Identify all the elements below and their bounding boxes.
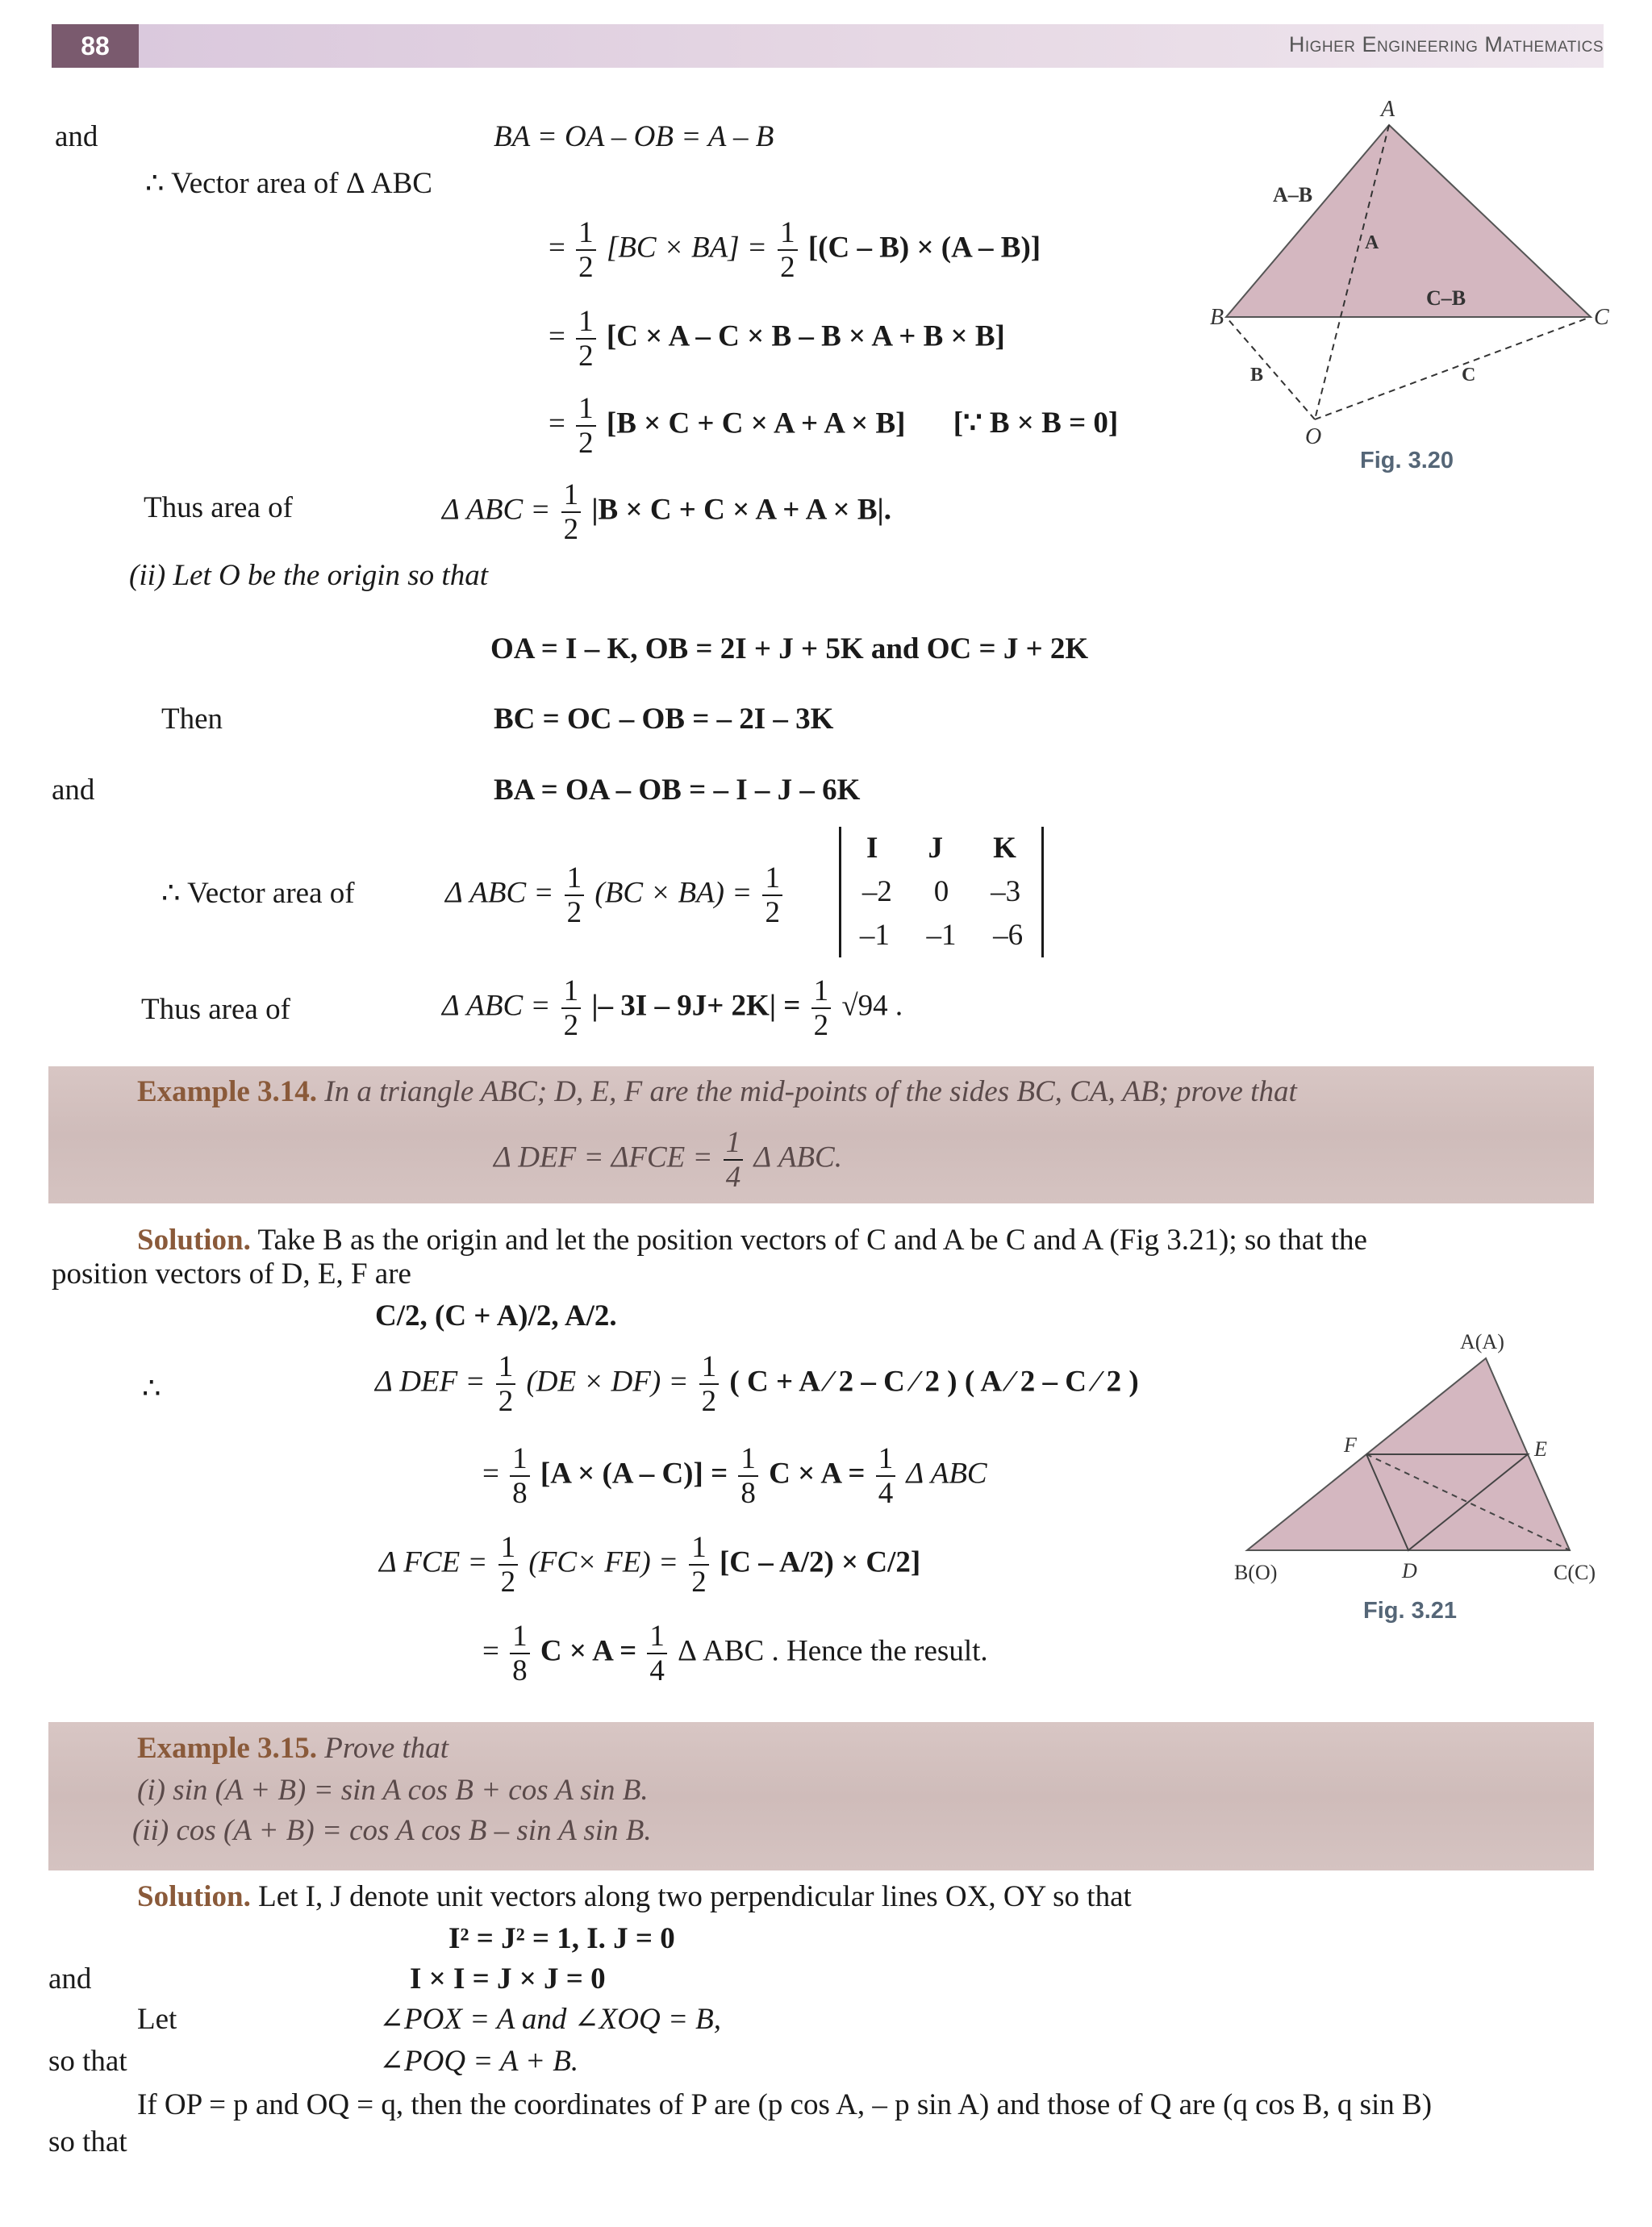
- then-label: Then: [161, 703, 223, 736]
- example-3-14-equation: Δ DEF = ΔFCE = $\frac{1}{4}$ Δ ABC.: [494, 1126, 842, 1194]
- eq-unit-vectors: I² = J² = 1, I. J = 0: [448, 1922, 675, 1955]
- coordinates-text: If OP = p and OQ = q, then the coordinates of P are (p cos A, – p sin A) and those of Q are (q cos B, q sin B): [137, 2088, 1433, 2121]
- vector-area-label-2: ∴ Vector area of: [161, 877, 355, 910]
- oa-ob-oc-line: OA = I – K, OB = 2I + J + 5K and OC = J + 2K: [490, 632, 1089, 665]
- and-label: and: [55, 120, 98, 153]
- vector-area-equation: Δ ABC = $\frac{1}{2}$ (BC × BA) = $\frac{1}{2}$: [445, 863, 786, 928]
- line3: = $\frac{1}{2}$ [B × C + C × A + A × B] [∵ B × B = 0]: [549, 392, 1119, 460]
- vector-ob: [1226, 317, 1315, 419]
- determinant: [839, 827, 1044, 957]
- vector-area-label: ∴ Vector area of Δ ABC: [145, 167, 432, 200]
- therefore-sym: ∴: [142, 1372, 161, 1405]
- fig21-caption: Fig. 3.21: [1363, 1598, 1458, 1624]
- fig21-label-a: A(A): [1460, 1330, 1504, 1353]
- solution-3-14-line2: position vectors of D, E, F are: [52, 1257, 411, 1291]
- solution-3-14-line1: Solution. Take B as the origin and let the position vectors of C and A be C and A (Fig 3.21); so that the: [137, 1224, 1367, 1257]
- fce-line2: = $\frac{1}{8}$ C × A = $\frac{1}{4}$ Δ ABC . Hence the result.: [482, 1620, 988, 1687]
- let-label: Let: [137, 2003, 177, 2036]
- example-3-14-text: In a triangle ABC; D, E, F are the mid-points of the sides BC, CA, AB; prove that: [324, 1075, 1297, 1108]
- eq-angles: ∠POX = A and ∠XOQ = B,: [379, 2003, 722, 2036]
- eq-angle-sum: ∠POQ = A + B.: [379, 2045, 579, 2078]
- example-3-14-statement: [137, 1076, 1297, 1109]
- line1: = $\frac{1}{2}$ [BC × BA] = $\frac{1}{2}$ [(C – B) × (A – B)]: [549, 216, 1041, 284]
- fce-equation: Δ FCE = $\frac{1}{2}$ (FC× FE) = $\frac{1}{2}$ [C – A/2) × C/2]: [379, 1531, 921, 1599]
- example-3-14-title: Example 3.14.: [137, 1075, 318, 1108]
- figure-3-21: [1234, 1323, 1621, 1584]
- ba-equation: BA = OA – OB = A – B: [494, 120, 774, 153]
- fig21-label-f: F: [1344, 1433, 1357, 1457]
- and-label-3: and: [48, 1962, 92, 1996]
- running-head: Higher Engineering Mathematics: [1288, 32, 1604, 56]
- fig20-vec-a: A: [1365, 232, 1379, 253]
- page-number: 88: [52, 24, 139, 68]
- vector-oc: [1315, 317, 1591, 419]
- example-3-15-part-i: (i) sin (A + B) = sin A cos B + cos A sin B.: [137, 1774, 649, 1807]
- thus-area-equation-2: Δ ABC = $\frac{1}{2}$ |– 3I – 9J+ 2K| = $\frac{1}{2}$ √94 .: [442, 974, 903, 1042]
- eq-cross-zero: I × I = J × J = 0: [410, 1962, 606, 1996]
- fig20-vec-c: C: [1462, 365, 1476, 386]
- ba-line: BA = OA – OB = – I – J – 6K: [494, 774, 861, 807]
- origin-intro: (ii) Let O be the origin so that: [129, 559, 488, 592]
- det-row-2: –2 0 –3: [861, 875, 1021, 908]
- fig20-caption: Fig. 3.20: [1360, 448, 1454, 473]
- fig20-label-c: C: [1594, 305, 1609, 330]
- so-that-label-1: so that: [48, 2045, 127, 2078]
- fig20-label-a: A: [1381, 97, 1395, 122]
- example-3-15-part-ii: (ii) cos (A + B) = cos A cos B – sin A sin B.: [132, 1814, 652, 1847]
- fig20-label-o: O: [1305, 424, 1322, 449]
- def-line2: = $\frac{1}{8}$ [A × (A – C)] = $\frac{1}{8}$ C × A = $\frac{1}{4}$ Δ ABC: [482, 1442, 987, 1510]
- fig21-label-d: D: [1402, 1559, 1417, 1583]
- fig20-label-b: B: [1210, 305, 1224, 330]
- solution-3-15-line1: Solution. Let I, J denote unit vectors along two perpendicular lines OX, OY so that: [137, 1880, 1132, 1913]
- det-row-1: I J K: [866, 832, 1016, 865]
- fig20-label-c-minus-b: C–B: [1426, 286, 1466, 310]
- det-row-3: –1 –1 –6: [859, 919, 1024, 952]
- and-label-2: and: [52, 774, 95, 807]
- position-vectors: C/2, (C + A)/2, A/2.: [375, 1299, 617, 1332]
- fig20-vec-b: B: [1250, 365, 1264, 386]
- example-3-15-heading: Example 3.15. Prove that: [137, 1732, 449, 1765]
- fig21-label-c: C(C): [1554, 1561, 1596, 1584]
- line2: = $\frac{1}{2}$ [C × A – C × B – B × A + B × B]: [549, 305, 1005, 373]
- thus-area-label: Thus area of: [144, 491, 293, 524]
- bc-line: BC = OC – OB = – 2I – 3K: [494, 703, 834, 736]
- triangle-abc: [1226, 125, 1591, 317]
- fig20-label-a-minus-b: A–B: [1273, 183, 1313, 206]
- thus-area-label-2: Thus area of: [141, 993, 290, 1026]
- figure-3-20: [1210, 89, 1629, 476]
- fig21-label-e: E: [1534, 1437, 1547, 1461]
- fig21-label-b: B(O): [1234, 1561, 1278, 1584]
- def-equation: Δ DEF = $\frac{1}{2}$ (DE × DF) = $\frac{1}{2}$ ( C + A ⁄ 2 – C ⁄ 2 ) ( A ⁄ 2 – C ⁄ 2 ): [375, 1350, 1139, 1418]
- thus-area-equation: Δ ABC = $\frac{1}{2}$ |B × C + C × A + A × B|.: [442, 478, 891, 546]
- so-that-label-2: so that: [48, 2125, 127, 2158]
